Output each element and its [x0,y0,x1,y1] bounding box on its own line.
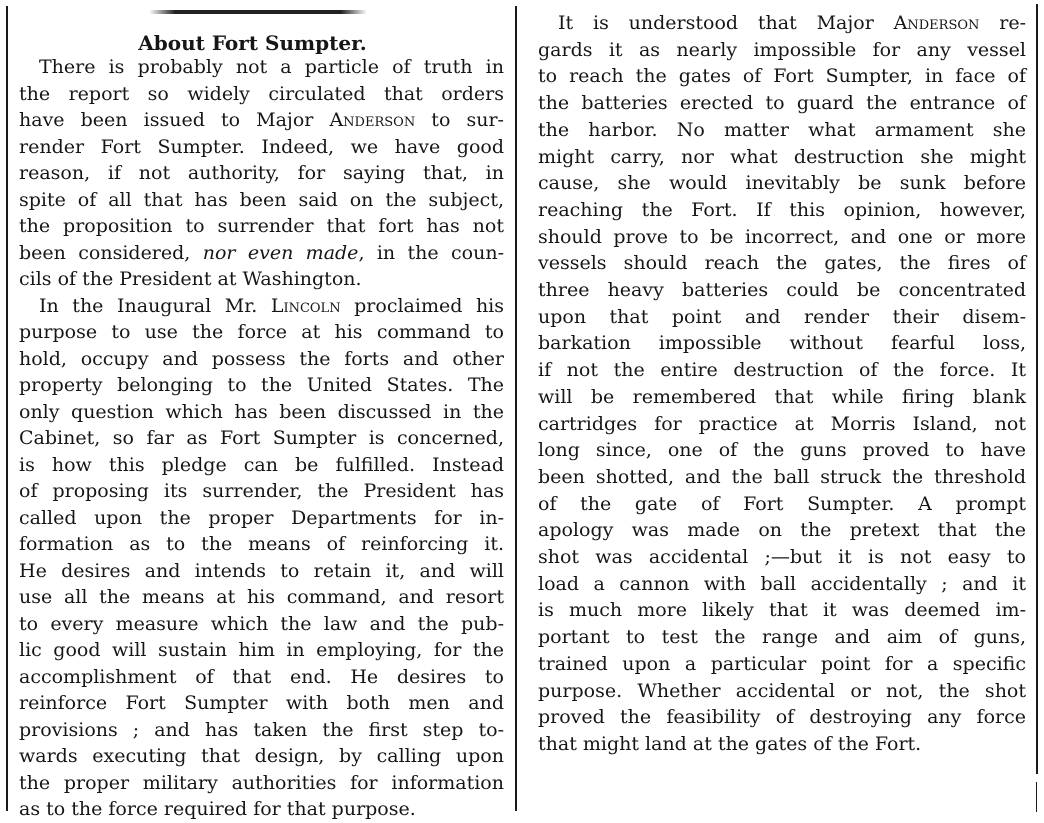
text-line: reaching the Fort. If this opinion, however, [538,198,1026,221]
text-line: to every measure which the law and the pub- [19,612,504,635]
text-line: to reach the gates of Fort Sumpter, in face of [538,65,1026,88]
text-line: cartridges for practice at Morris Island, not [538,412,1026,435]
headline-cut-rule [149,10,367,14]
text-line: cause, she would inevitably be sunk before [538,172,1026,195]
text-line: He desires and intends to retain it, and will [19,559,504,582]
proper-name: Anderson [329,109,416,131]
left-column-rule [6,6,8,811]
text-line: proved the feasibility of destroying any force [538,706,1026,729]
text-line: spite of all that has been said on the subject, [19,188,504,211]
proper-name: Lincoln [270,294,341,317]
text-line: will be remembered that while firing blank [538,385,1026,408]
text-segment: proclaimed his [340,294,505,317]
text-line: property belonging to the United States. The [19,374,504,396]
article-headline: About Fort Sumpter. [138,31,367,55]
text-line: of the gate of Fort Sumpter. A prompt [538,492,1026,515]
text-line: reason, if not authority, for saying that, in [19,162,504,184]
text-line: vessels should reach the gates, the fires of [538,252,1026,275]
text-line: is much more likely that it was deemed im- [538,599,1026,622]
right-column-rule [1036,4,1038,774]
text-segment: been considered, [19,241,203,264]
text-line [538,9,1026,37]
text-line: apology was made on the pretext that the [538,519,1026,542]
text-line: called upon the proper Departments for in- [19,506,504,529]
text-line: Cabinet, so far as Fort Sumpter is concerned, [19,427,504,449]
text-line: three heavy batteries could be concentrated [538,279,1026,301]
right-column-rule-tail [1036,782,1037,812]
text-line: cils of the President at Washington. [19,268,362,290]
text-line: render Fort Sumpter. Indeed, we have good [19,135,504,158]
text-line: as to the force required for that purpose. [19,798,416,820]
text-segment: , in the coun- [358,241,504,264]
text-line [19,239,504,267]
text-line [19,292,504,320]
text-line: only question which has been discussed in the [19,400,504,423]
text-line: the proposition to surrender that fort has not [19,215,504,237]
text-line: portant to test the range and aim of guns, [538,626,1026,649]
text-line: wards executing that design, by calling upon [19,745,504,767]
text-line: should prove to be incorrect, and one or more [538,225,1026,248]
emphasis-text: nor even made [202,241,359,264]
text-line: load a cannon with ball accidentally ; and it [538,572,1026,595]
text-segment: to sur- [415,109,504,131]
text-line: provisions ; and has taken the first step to- [19,718,504,741]
text-line: upon that point and render their disem- [538,305,1026,328]
text-line: been shotted, and the ball struck the threshold [538,465,1026,488]
text-line: hold, occupy and possess the forts and other [19,347,504,370]
text-line: purpose. Whether accidental or not, the shot [538,679,1026,702]
text-line: that might land at the gates of the Fort. [538,732,922,755]
text-line: barkation impossible without fearful loss, [538,332,1026,355]
text-line: trained upon a particular point for a specific [538,652,1026,675]
text-line: purpose to use the force at his command to [19,321,504,343]
text-line: if not the entire destruction of the force. It [538,359,1026,382]
text-line: the harbor. No matter what armament she [538,118,1026,141]
column-divider-rule [515,6,517,811]
text-line: the report so widely circulated that orders [19,82,504,105]
text-line: accomplishment of that end. He desires to [19,665,504,688]
text-line: long since, one of the guns proved to have [538,439,1026,462]
text-segment: In the Inaugural Mr. [39,294,271,317]
text-segment: have been issued to Major [19,109,330,131]
text-segment: re- [979,12,1026,34]
text-segment: It is understood that Major [558,12,894,34]
text-line: use all the means at his command, and resort [19,586,504,608]
text-line: There is probably not a particle of truth in [39,56,504,78]
text-line [19,106,504,134]
text-line: shot was accidental ;—but it is not easy to [538,546,1026,568]
text-line: lic good will sustain him in employing, for the [19,639,504,661]
text-line: gards it as nearly impossible for any vessel [538,38,1026,61]
text-line: the proper military authorities for information [19,771,504,794]
proper-name: Anderson [893,12,980,34]
text-line: might carry, nor what destruction she might [538,145,1026,168]
text-line: the batteries erected to guard the entrance of [538,92,1026,115]
text-line: formation as to the means of reinforcing it. [19,533,504,555]
text-line: of proposing its surrender, the President has [19,480,504,502]
text-line: reinforce Fort Sumpter with both men and [19,692,504,714]
text-line: is how this pledge can be fulfilled. Instead [19,453,504,476]
